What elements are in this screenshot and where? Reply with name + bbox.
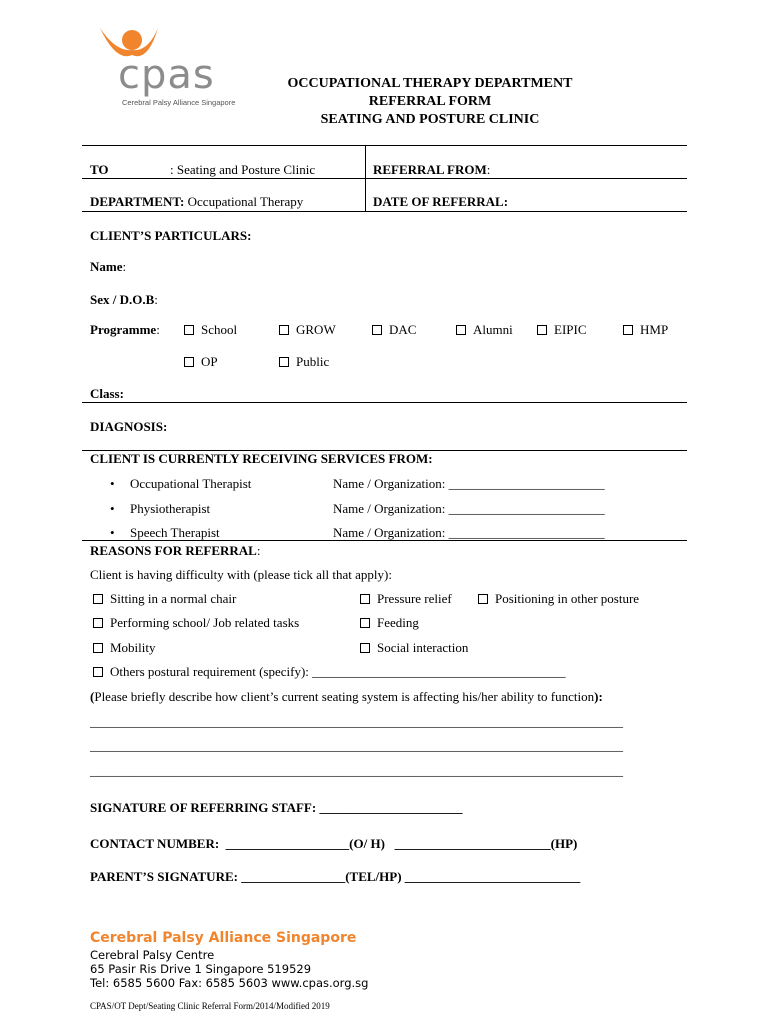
paren-close: ): [594,689,603,704]
logo-tagline: Cerebral Palsy Alliance Singapore [122,98,236,107]
footer-org-name: Cerebral Palsy Alliance Singapore [90,930,357,946]
footer-address: 65 Pasir Ris Drive 1 Singapore 519529 [90,962,312,976]
referral-from [373,162,490,178]
service-item-pt [110,501,210,517]
programme-option-label: Alumni [473,322,513,337]
header-line-1: OCCUPATIONAL THERAPY DEPARTMENT [287,76,573,91]
programme-option-label: Public [296,354,330,369]
reason-label: Performing school/ Job related tasks [110,615,300,630]
contact-oh: (O/ H) [349,836,385,851]
checkbox[interactable] [279,325,289,335]
describe-blank-3[interactable]: __________________________________________________________________________________ [90,763,623,778]
checkbox[interactable] [279,357,289,367]
parent-blank: ________________ [241,869,346,884]
table-bottom-rule [82,211,687,212]
reason-label: Social interaction [377,640,469,655]
programme-op[interactable] [184,354,218,370]
logo-wordmark: cpas [118,52,215,98]
checkbox[interactable] [372,325,382,335]
service-name: Physiotherapist [130,501,211,516]
reason-label: Positioning in other posture [495,591,640,606]
footer-centre: Cerebral Palsy Centre [90,948,215,962]
client-particulars-heading: CLIENT’S PARTICULARS: [90,228,252,243]
programme-option-label: EIPIC [554,322,587,337]
reason-label: Pressure relief [377,591,452,606]
department-value: Occupational Therapy [184,194,304,209]
programme-option-label: DAC [389,322,417,337]
reason-mobility[interactable] [93,640,156,656]
service-name: Occupational Therapist [130,476,252,491]
reason-school-job[interactable] [93,615,299,631]
diagnosis-label: DIAGNOSIS: [90,419,168,434]
describe-blank-2[interactable]: __________________________________________________________________________________ [90,738,623,753]
bullet-icon: • [110,501,115,516]
programme-label: Programme [90,322,157,337]
programme-hmp[interactable] [623,322,668,338]
referring-staff-signature[interactable]: SIGNATURE OF REFERRING STAFF: ______________________ [90,800,463,815]
footer-contact: Tel: 6585 5600 Fax: 6585 5603 www.cpas.org.sg [90,976,369,990]
contact-blank: ________________________ [394,836,551,851]
checkbox[interactable] [456,325,466,335]
sex-dob-label: Sex / D.O.B [90,292,155,307]
checkbox[interactable] [93,643,103,653]
reason-label: Mobility [110,640,156,655]
parent-blank: ___________________________ [404,869,581,884]
reasons-intro: Client is having difficulty with (please tick all that apply): [90,567,392,582]
sex-dob-colon: : [154,292,158,307]
bullet-icon: • [110,525,115,540]
header-line-3: SEATING AND POSTURE CLINIC [320,112,540,127]
checkbox[interactable] [360,594,370,604]
checkbox[interactable] [93,667,103,677]
parent-signature[interactable] [90,869,580,885]
contact-label: CONTACT NUMBER: [90,836,220,851]
programme-dac[interactable] [372,322,416,338]
service-name: Speech Therapist [130,525,220,540]
reason-pressure-relief[interactable] [360,591,452,607]
footer-doc-ref: CPAS/OT Dept/Seating Clinic Referral Form/2014/Modified 2019 [90,1001,330,1011]
header-line-2: REFERRAL FORM [368,94,492,109]
checkbox[interactable] [93,618,103,628]
name-colon: : [122,259,127,274]
describe-prompt [90,689,603,705]
reasons-heading: REASONS FOR REFERRAL [90,543,257,558]
service-org-ot[interactable]: Name / Organization: ________________________ [333,476,605,491]
date-of-referral-label: DATE OF REFERRAL: [373,194,509,209]
services-rule [82,540,687,541]
programme-label-wrap [90,322,160,338]
reasons-heading-wrap [90,543,260,559]
reason-social[interactable] [360,640,468,656]
table-mid-rule [82,178,687,179]
reason-label: Others postural requirement (specify): _______________________________________ [110,664,566,679]
service-item-ot [110,476,251,492]
reason-label: Feeding [377,615,419,630]
bullet-icon: • [110,476,115,491]
contact-hp: (HP) [550,836,578,851]
class-label: Class: [90,386,124,401]
programme-colon: : [156,322,160,337]
checkbox[interactable] [478,594,488,604]
to-value: : Seating and Posture Clinic [170,162,316,177]
parent-label: PARENT’S SIGNATURE: [90,869,238,884]
programme-option-label: GROW [296,322,336,337]
describe-text: Please briefly describe how client’s current seating system is affecting his/her ability to function [94,689,595,704]
programme-alumni[interactable] [456,322,513,338]
reason-others[interactable] [93,664,566,680]
sex-dob-field[interactable] [90,292,158,308]
reasons-heading-colon: : [256,543,261,558]
programme-option-label: OP [201,354,218,369]
parent-telhp: (TEL/HP) [345,869,402,884]
programme-option-label: HMP [640,322,669,337]
referral-from-colon: : [486,162,491,177]
checkbox[interactable] [360,618,370,628]
service-item-st [110,525,220,541]
contact-number[interactable] [90,836,577,852]
contact-blank: ___________________ [225,836,350,851]
department-label: DEPARTMENT: [90,194,185,209]
describe-blank-1[interactable]: __________________________________________________________________________________ [90,714,623,729]
reason-sitting[interactable] [93,591,236,607]
programme-option-label: School [201,322,238,337]
department [90,194,303,210]
checkbox[interactable] [93,594,103,604]
reason-feeding[interactable] [360,615,419,631]
services-heading: CLIENT IS CURRENTLY RECEIVING SERVICES FROM: [90,451,433,466]
service-org-st[interactable]: Name / Organization: ________________________ [333,525,605,540]
programme-grow[interactable] [279,322,336,338]
checkbox[interactable] [184,357,194,367]
checkbox[interactable] [184,325,194,335]
paren-open: ( [90,689,95,704]
reason-label: Sitting in a normal chair [110,591,237,606]
to-label: TO [90,162,109,177]
checkbox[interactable] [537,325,547,335]
table-top-rule [82,145,687,146]
programme-eipic[interactable] [537,322,587,338]
referral-from-label: REFERRAL FROM [373,162,487,177]
programme-school[interactable] [184,322,237,338]
reason-positioning[interactable] [478,591,639,607]
checkbox[interactable] [360,643,370,653]
checkbox[interactable] [623,325,633,335]
service-org-pt[interactable]: Name / Organization: ________________________ [333,501,605,516]
programme-public[interactable] [279,354,329,370]
class-rule [82,402,687,403]
name-field[interactable] [90,259,126,275]
name-label: Name [90,259,123,274]
